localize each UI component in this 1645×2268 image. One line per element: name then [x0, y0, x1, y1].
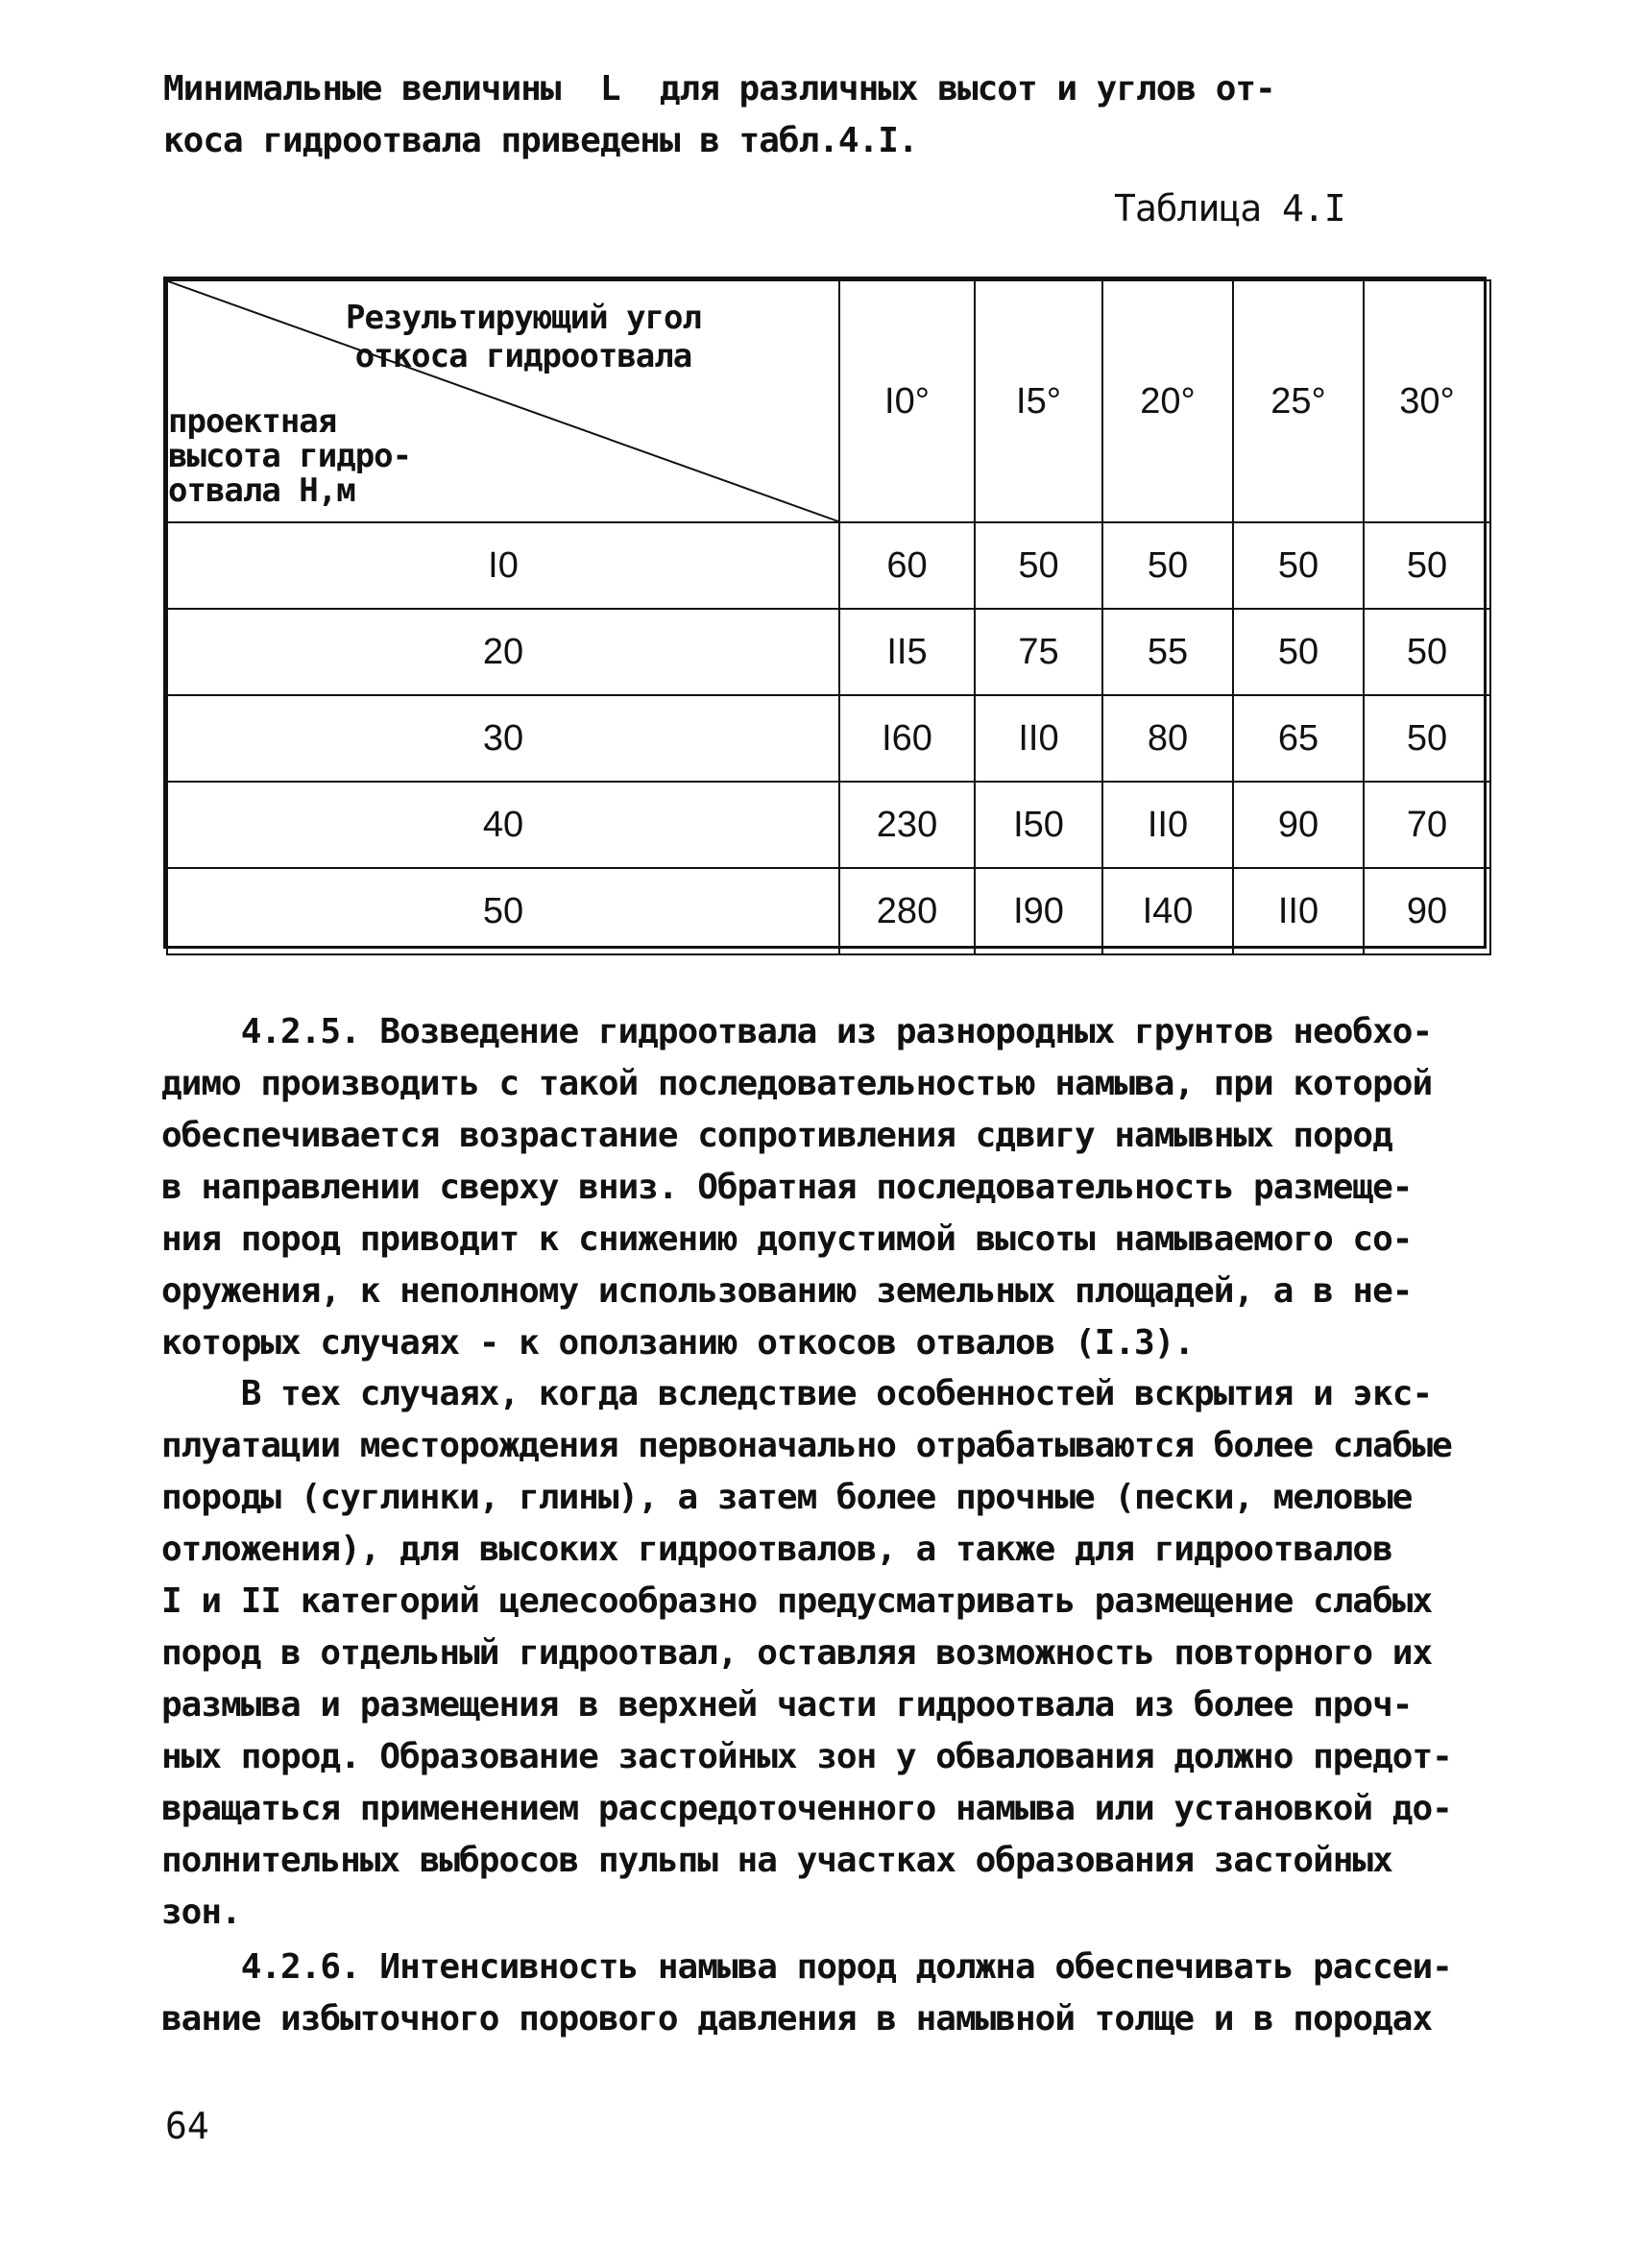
paragraph-line: вращаться применением рассредоточенного намыва или установкой до- [161, 1789, 1452, 1828]
table-cell: 280 [839, 868, 975, 954]
paragraph-line: обеспечивается возрастание сопротивления сдвигу намывных пород [161, 1116, 1392, 1155]
intro-paragraph [163, 63, 1460, 167]
paragraph-4-2-6 [161, 1942, 1506, 2045]
paragraph-line: В тех случаях, когда вследствие особенностей вскрытия и экс- [161, 1374, 1433, 1413]
intro-line-1: Минимальные величины L для различных высот и углов от- [163, 69, 1275, 109]
table-cell: 90 [1233, 782, 1364, 868]
header-height-label [168, 404, 456, 508]
intro-line-2: коса гидроотвала приведены в табл.4.I. [163, 121, 918, 160]
table-cell: 80 [1102, 695, 1233, 782]
diagonal-header-cell [167, 280, 839, 522]
angle-header-cell: 25° [1233, 280, 1364, 522]
paragraph-line: вание избыточного порового давления в намывной толще и в породах [161, 1999, 1433, 2039]
angle-header-cell: 30° [1364, 280, 1490, 522]
paragraph-line: пород в отдельный гидроотвал, оставляя возможность повторного их [161, 1633, 1433, 1673]
table-cell: 50 [1102, 522, 1233, 609]
header-height-line-1: проектная [168, 402, 337, 441]
row-height-cell: 20 [167, 609, 839, 695]
table-cell: 50 [1364, 522, 1490, 609]
table-row [167, 868, 1490, 954]
header-height-line-3: отвала Н,м [168, 471, 355, 510]
paragraph-line: 4.2.5. Возведение гидроотвала из разнородных грунтов необхо- [161, 1012, 1433, 1051]
table-cell: 50 [1233, 522, 1364, 609]
table-cell: 90 [1364, 868, 1490, 954]
angle-header-cell: I0° [839, 280, 975, 522]
table-row [167, 609, 1490, 695]
header-height-line-2: высота гидро- [168, 437, 412, 475]
table-cell: 60 [839, 522, 975, 609]
paragraph-line: полнительных выбросов пульпы на участках образования застойных [161, 1841, 1392, 1880]
table-cell: 75 [975, 609, 1102, 695]
paragraph-line: ных пород. Образование застойных зон у обвалования должно предот- [161, 1737, 1452, 1776]
table-cell: 50 [1364, 695, 1490, 782]
paragraph-line: в направлении сверху вниз. Обратная последовательность размеще- [161, 1168, 1413, 1207]
table-cell: I40 [1102, 868, 1233, 954]
table-cell: I60 [839, 695, 975, 782]
paragraph-line: плуатации месторождения первоначально отрабатываются более слабые [161, 1426, 1452, 1465]
table-cell: 230 [839, 782, 975, 868]
page-number: 64 [165, 2105, 209, 2147]
table-cell: 65 [1233, 695, 1364, 782]
table-cell: II0 [975, 695, 1102, 782]
table-row [167, 695, 1490, 782]
table-caption: Таблица 4.I [1114, 187, 1345, 229]
paragraph-line: которых случаях - к оползанию откосов отвалов (I.3). [161, 1323, 1195, 1363]
paragraph-line: размыва и размещения в верхней части гидроотвала из более проч- [161, 1685, 1413, 1725]
table-row [167, 782, 1490, 868]
table-header-row [167, 280, 1490, 522]
table-cell: I90 [975, 868, 1102, 954]
table-cell: II5 [839, 609, 975, 695]
table-cell: 50 [1364, 609, 1490, 695]
angle-header-cell: I5° [975, 280, 1102, 522]
paragraph-line: I и II категорий целесообразно предусматривать размещение слабых [161, 1581, 1433, 1621]
table-row [167, 522, 1490, 609]
paragraph-line: оружения, к неполному использованию земельных площадей, а в не- [161, 1271, 1413, 1311]
paragraph-line: отложения), для высоких гидроотвалов, а также для гидроотвалов [161, 1530, 1392, 1569]
angle-header-cell: 20° [1102, 280, 1233, 522]
header-angle-label: Результирующий угол откоса гидроотвала [346, 299, 701, 375]
table-cell: I50 [975, 782, 1102, 868]
table-cell: II0 [1233, 868, 1364, 954]
paragraph-line: породы (суглинки, глины), а затем более прочные (пески, меловые [161, 1478, 1413, 1517]
table-cell: II0 [1102, 782, 1233, 868]
table-cell: 55 [1102, 609, 1233, 695]
row-height-cell: 50 [167, 868, 839, 954]
paragraph-line: димо производить с такой последовательностью намыва, при которой [161, 1064, 1433, 1103]
paragraph-line: зон. [161, 1893, 241, 1932]
data-table [163, 277, 1487, 949]
paragraph-line: ния пород приводит к снижению допустимой высоты намываемого со- [161, 1219, 1413, 1259]
row-height-cell: I0 [167, 522, 839, 609]
row-height-cell: 40 [167, 782, 839, 868]
table-cell: 70 [1364, 782, 1490, 868]
paragraph-weak-rocks [161, 1368, 1506, 1939]
table-cell: 50 [1233, 609, 1364, 695]
table-cell: 50 [975, 522, 1102, 609]
paragraph-line: 4.2.6. Интенсивность намыва пород должна обеспечивать рассеи- [161, 1947, 1452, 1987]
paragraph-4-2-5 [161, 1006, 1506, 1369]
row-height-cell: 30 [167, 695, 839, 782]
